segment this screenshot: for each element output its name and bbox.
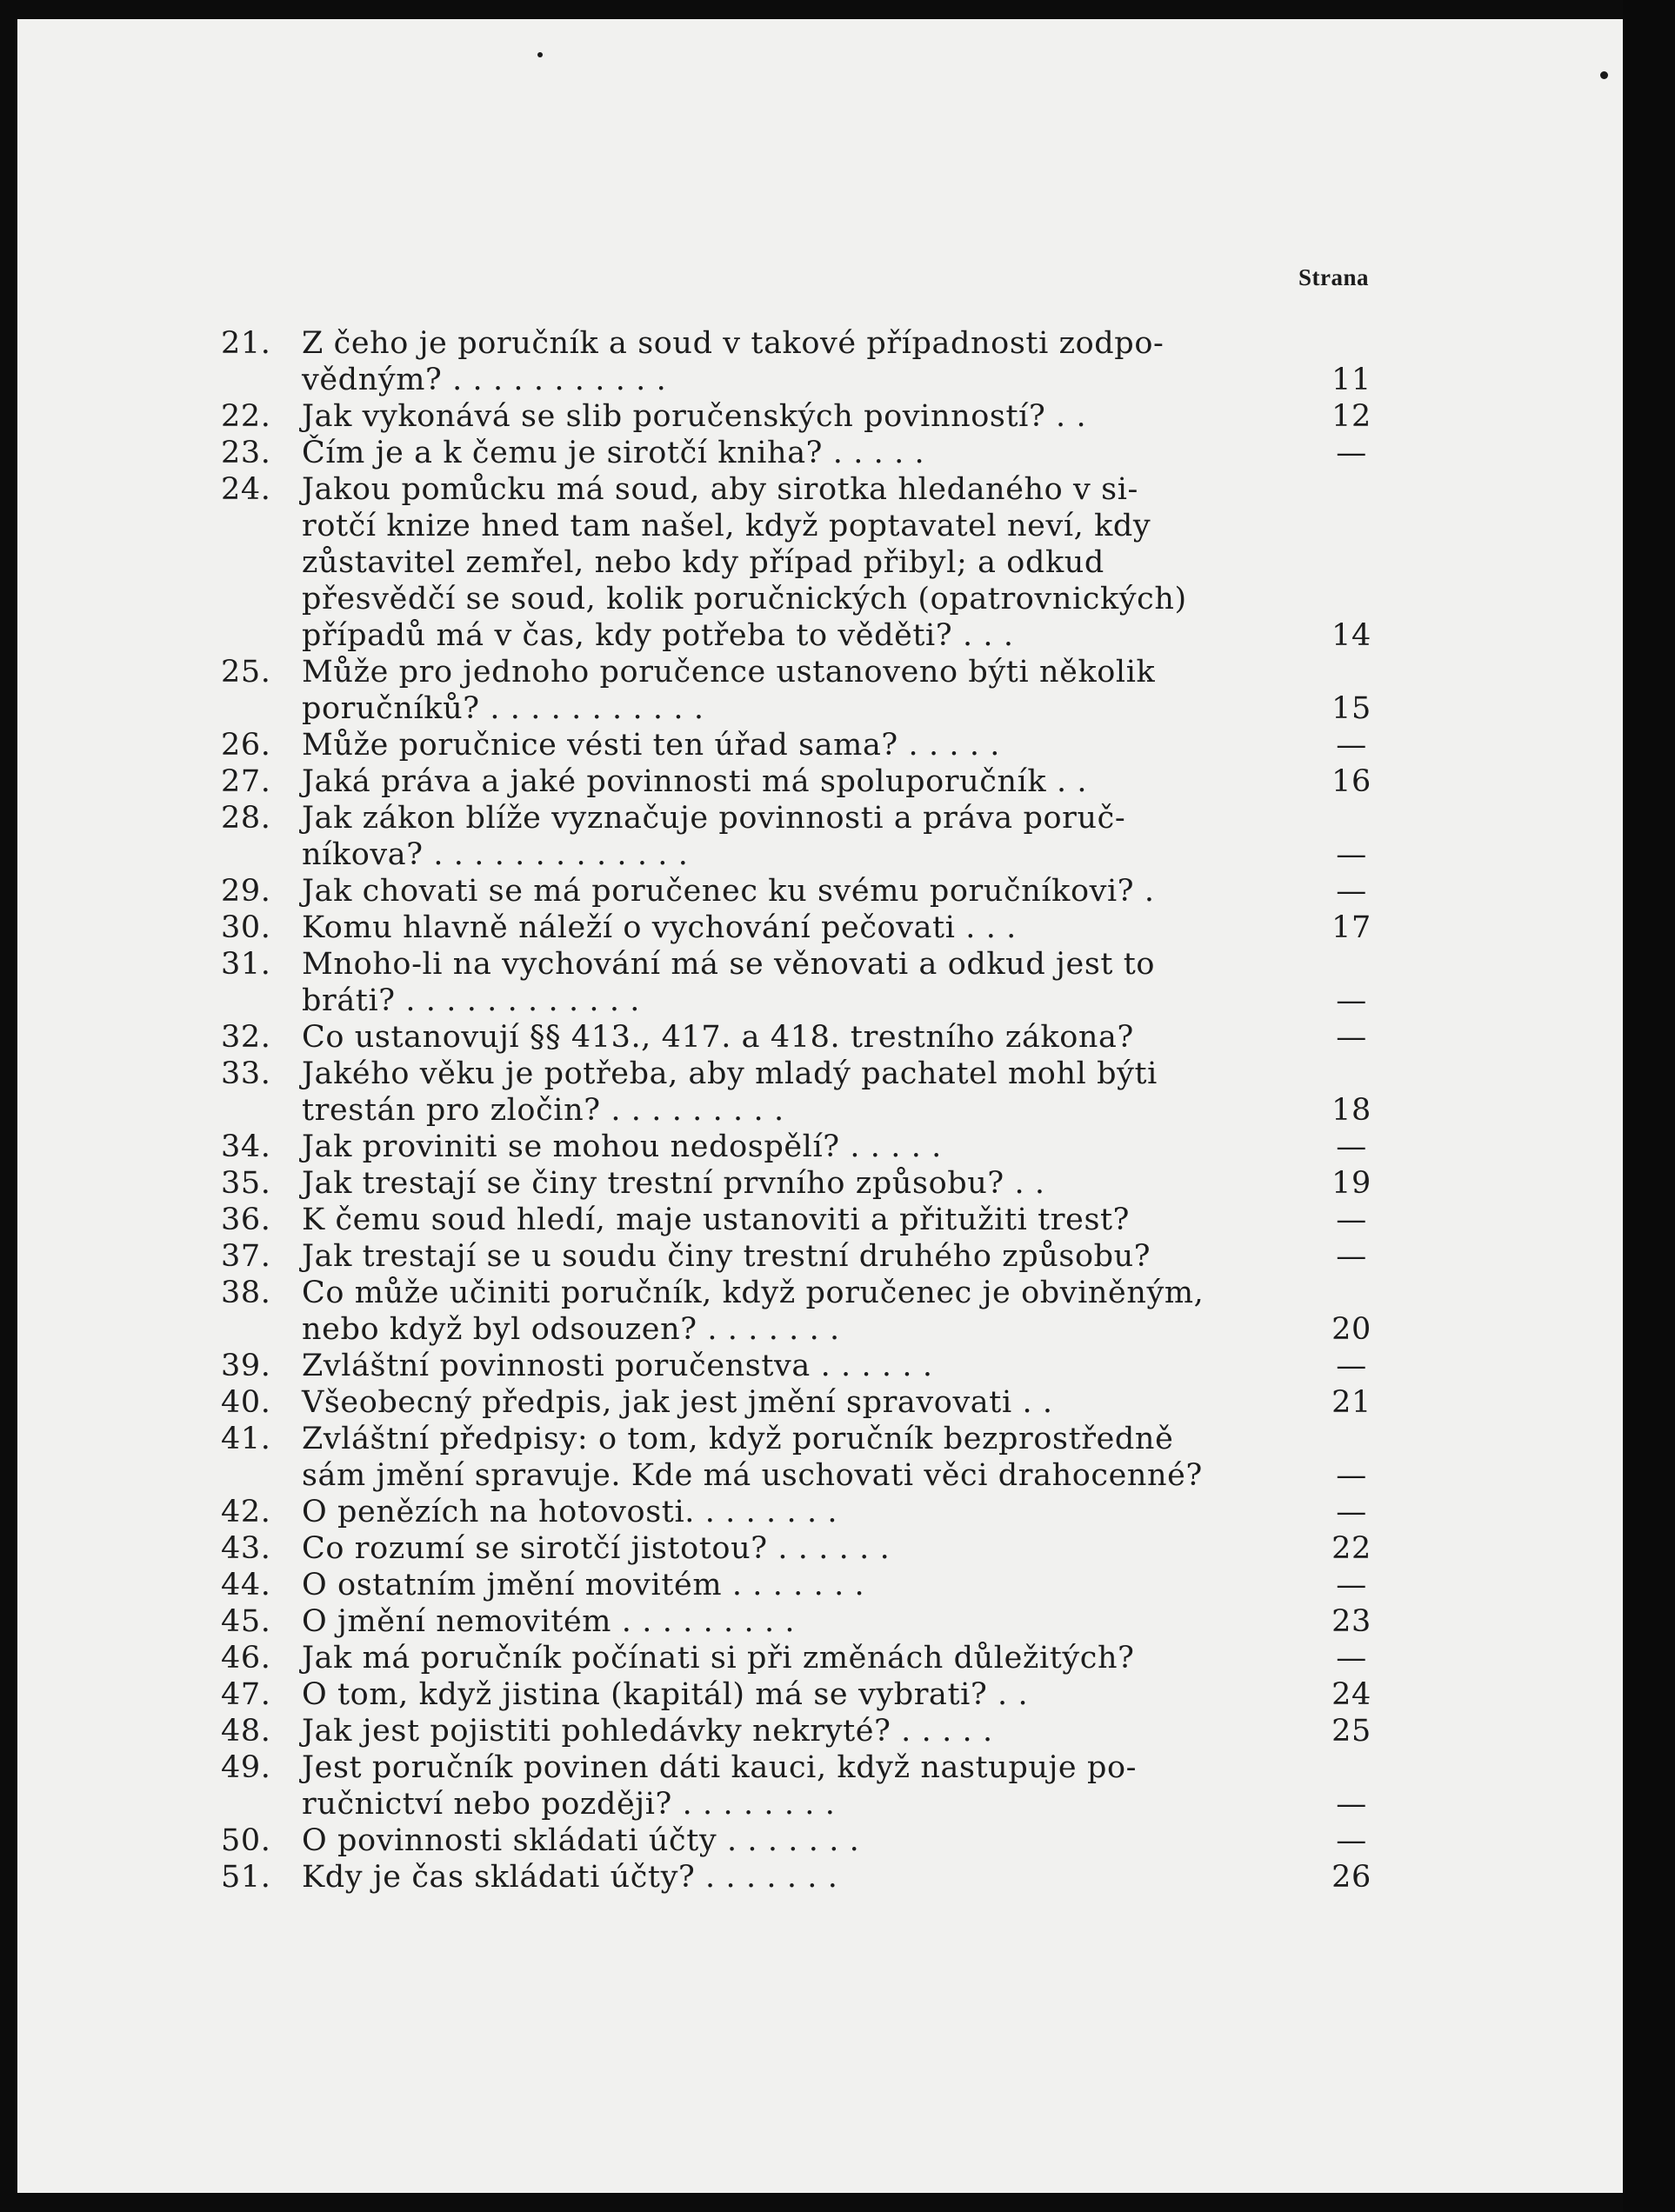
toc-entry-text: Kdy je čas skládati účty? . . . . . . . <box>302 1860 838 1895</box>
ink-speck <box>537 52 543 57</box>
toc-entry-line <box>221 398 1378 435</box>
toc-entry-number: 48. <box>221 1714 271 1749</box>
toc-entry-text: rotčí knize hned tam našel, když poptavatel neví, kdy <box>302 509 1151 543</box>
toc-entry-line <box>221 1348 1378 1384</box>
toc-entry-page: — <box>1336 1129 1367 1164</box>
toc-entry-line <box>221 763 1378 800</box>
toc-entry-number: 34. <box>221 1129 271 1164</box>
toc-entry-page: — <box>1336 436 1367 470</box>
toc-entry-page: 20 <box>1331 1312 1371 1347</box>
toc-entry-text: O penězích na hotovosti. . . . . . . . <box>302 1495 838 1529</box>
toc-entry-page: 19 <box>1331 1166 1371 1201</box>
toc-entry <box>221 1129 1378 1165</box>
toc-entry <box>221 1494 1378 1530</box>
toc-entry-number: 41. <box>221 1422 271 1456</box>
toc-entry <box>221 1384 1378 1421</box>
toc-entry-number: 46. <box>221 1641 271 1676</box>
toc-entry <box>221 1421 1378 1494</box>
toc-entry <box>221 1165 1378 1202</box>
toc-entry <box>221 873 1378 909</box>
toc-entry-number: 26. <box>221 728 271 763</box>
toc-entry <box>221 800 1378 873</box>
toc-entry-page: — <box>1336 1641 1367 1676</box>
toc-entry <box>221 1530 1378 1567</box>
toc-entry <box>221 1822 1378 1859</box>
toc-entry-text: níkova? . . . . . . . . . . . . . <box>302 837 689 872</box>
toc-entry <box>221 1713 1378 1749</box>
toc-entry-number: 39. <box>221 1349 271 1383</box>
toc-entry-number: 47. <box>221 1677 271 1712</box>
toc-entry-number: 38. <box>221 1276 271 1310</box>
toc-entry-page: 22 <box>1331 1531 1371 1566</box>
scan-border <box>1623 0 1675 2212</box>
scanned-page <box>17 19 1623 2193</box>
toc-entry-line <box>221 1749 1378 1786</box>
toc-entry-line <box>221 1494 1378 1530</box>
toc-entry-page: — <box>1336 874 1367 909</box>
toc-entry-line <box>221 1165 1378 1202</box>
toc-entry-line <box>221 654 1378 690</box>
toc-entry-line <box>221 1384 1378 1421</box>
toc-entry-text: trestán pro zločin? . . . . . . . . . <box>302 1093 784 1128</box>
toc-entry-line <box>221 435 1378 471</box>
toc-entry <box>221 763 1378 800</box>
toc-entry-number: 44. <box>221 1568 271 1602</box>
toc-entry <box>221 946 1378 1019</box>
toc-entry <box>221 435 1378 471</box>
toc-entry-text: Jak trestají se u soudu činy trestní druhého způsobu? <box>302 1239 1151 1274</box>
toc-entry-number: 28. <box>221 801 271 836</box>
toc-entry-number: 35. <box>221 1166 271 1201</box>
toc-entry-page: — <box>1336 1203 1367 1237</box>
toc-entry-text: Z čeho je poručník a soud v takové případnosti zodpo- <box>302 326 1164 361</box>
toc-entry <box>221 1640 1378 1676</box>
toc-entry-page: — <box>1336 1568 1367 1602</box>
toc-entry-text: Co rozumí se sirotčí jistotou? . . . . . . <box>302 1531 891 1566</box>
toc-entry-text: Jak vykonává se slib poručenských povinností? . . <box>302 399 1087 434</box>
toc-entry-page: 18 <box>1331 1093 1371 1128</box>
toc-entry-line <box>221 362 1378 398</box>
toc-entry <box>221 1749 1378 1822</box>
toc-entry-line <box>221 1019 1378 1056</box>
toc-entry-line <box>221 1676 1378 1713</box>
toc-entry-text: Mnoho-li na vychování má se věnovati a odkud jest to <box>302 947 1156 982</box>
toc-entry-text: zůstavitel zemřel, nebo kdy případ přibyl; a odkud <box>302 545 1104 580</box>
toc-entry-text: K čemu soud hledí, maje ustanoviti a přitužiti trest? <box>302 1203 1131 1237</box>
toc-entry-text: O ostatním jmění movitém . . . . . . . <box>302 1568 865 1602</box>
toc-entry <box>221 1348 1378 1384</box>
toc-entry-page: — <box>1336 1458 1367 1493</box>
toc-entry-text: případů má v čas, kdy potřeba to věděti? . . . <box>302 618 1014 653</box>
toc-entry-line <box>221 1530 1378 1567</box>
toc-entry-number: 37. <box>221 1239 271 1274</box>
toc-entry-line <box>221 727 1378 763</box>
toc-entry-line <box>221 1311 1378 1348</box>
toc-entry-number: 30. <box>221 910 271 945</box>
toc-entry-text: Jak má poručník počínati si při změnách důležitých? <box>302 1641 1135 1676</box>
toc-entry-number: 42. <box>221 1495 271 1529</box>
toc-entry <box>221 471 1378 654</box>
toc-entry-line <box>221 1129 1378 1165</box>
toc-entry-text: Komu hlavně náleží o vychování pečovati . . . <box>302 910 1017 945</box>
toc-entry-line <box>221 1092 1378 1129</box>
toc-entry-text: Může pro jednoho poručence ustanoveno býti několik <box>302 655 1156 690</box>
toc-entry-number: 49. <box>221 1750 271 1785</box>
toc-entry <box>221 1019 1378 1056</box>
toc-entry-page: 12 <box>1331 399 1371 434</box>
toc-entry-text: přesvědčí se soud, kolik poručnických (opatrovnických) <box>302 582 1187 616</box>
toc-entry-line <box>221 581 1378 617</box>
toc-entry-page: — <box>1336 728 1367 763</box>
toc-entry-number: 43. <box>221 1531 271 1566</box>
toc-entry-text: Může poručnice vésti ten úřad sama? . . . . . <box>302 728 1001 763</box>
toc-entry-line <box>221 617 1378 654</box>
toc-entry-number: 51. <box>221 1860 271 1895</box>
toc-entry-page: 24 <box>1331 1677 1371 1712</box>
toc-entry-page: — <box>1336 1787 1367 1822</box>
toc-entry-number: 29. <box>221 874 271 909</box>
toc-entry-line <box>221 909 1378 946</box>
toc-entry-text: vědným? . . . . . . . . . . . <box>302 363 667 397</box>
toc-entry-text: Co ustanovují §§ 413., 417. a 418. trestního zákona? <box>302 1020 1134 1055</box>
toc-entry-page: 16 <box>1331 764 1371 799</box>
toc-entry-text: Jakou pomůcku má soud, aby sirotka hledaného v si- <box>302 472 1138 507</box>
toc-entry <box>221 1603 1378 1640</box>
toc-entry <box>221 325 1378 398</box>
toc-entry-page: 11 <box>1331 363 1371 397</box>
toc-entry-line <box>221 983 1378 1019</box>
toc-entry-line <box>221 1640 1378 1676</box>
toc-entry-page: — <box>1336 1239 1367 1274</box>
toc-entry-line <box>221 1238 1378 1275</box>
toc-entry <box>221 909 1378 946</box>
toc-entry-line <box>221 325 1378 362</box>
toc-entry-line <box>221 800 1378 836</box>
toc-entry <box>221 1202 1378 1238</box>
toc-entry-text: O povinnosti skládati účty . . . . . . . <box>302 1823 860 1858</box>
toc-entry-text: Jak zákon blíže vyznačuje povinnosti a práva poruč- <box>302 801 1126 836</box>
toc-entry-text: Jaká práva a jaké povinnosti má spoluporučník . . <box>302 764 1088 799</box>
toc-entry <box>221 1859 1378 1896</box>
toc-entry-number: 33. <box>221 1056 271 1091</box>
toc-entry-text: Jak trestají se činy trestní prvního způsobu? . . <box>302 1166 1045 1201</box>
toc-entry-line <box>221 471 1378 508</box>
toc-entry-text: Zvláštní předpisy: o tom, když poručník bezprostředně <box>302 1422 1174 1456</box>
toc-entry-number: 45. <box>221 1604 271 1639</box>
toc-entry-line <box>221 946 1378 983</box>
toc-entry-number: 40. <box>221 1385 271 1420</box>
toc-entry-number: 22. <box>221 399 271 434</box>
toc-entry-line <box>221 1786 1378 1822</box>
toc-entry <box>221 1676 1378 1713</box>
toc-entry <box>221 1275 1378 1348</box>
toc-entry-number: 31. <box>221 947 271 982</box>
toc-entry-text: Jakého věku je potřeba, aby mladý pachatel mohl býti <box>302 1056 1158 1091</box>
toc-entry-line <box>221 1713 1378 1749</box>
toc-entry-text: Jak proviniti se mohou nedospělí? . . . . . <box>302 1129 942 1164</box>
toc-entry-line <box>221 1859 1378 1896</box>
toc-entry-page: 23 <box>1331 1604 1371 1639</box>
toc-entry <box>221 1056 1378 1129</box>
toc-entry-number: 23. <box>221 436 271 470</box>
toc-entry-line <box>221 1056 1378 1092</box>
toc-entry-line <box>221 1275 1378 1311</box>
toc-entry-text: Jest poručník povinen dáti kauci, když nastupuje po- <box>302 1750 1138 1785</box>
toc-entry-page: 17 <box>1331 910 1371 945</box>
toc-entry-number: 27. <box>221 764 271 799</box>
toc-entry <box>221 654 1378 727</box>
toc-entry-line <box>221 690 1378 727</box>
ink-speck <box>1600 71 1608 79</box>
toc-entry-text: ručnictví nebo později? . . . . . . . . <box>302 1787 836 1822</box>
toc-entry-text: Jak jest pojistiti pohledávky nekryté? . . . . . <box>302 1714 993 1749</box>
toc-entry-page: — <box>1336 1495 1367 1529</box>
toc-entry-number: 50. <box>221 1823 271 1858</box>
toc-entry-text: Zvláštní povinnosti poručenstva . . . . . . <box>302 1349 933 1383</box>
toc-entry <box>221 398 1378 435</box>
toc-entry-text: Všeobecný předpis, jak jest jmění spravovati . . <box>302 1385 1053 1420</box>
toc-entry-text: poručníků? . . . . . . . . . . . <box>302 691 704 726</box>
toc-entry <box>221 1567 1378 1603</box>
toc-entry-text: nebo když byl odsouzen? . . . . . . . <box>302 1312 840 1347</box>
toc-entry-line <box>221 873 1378 909</box>
toc-entry-line <box>221 1567 1378 1603</box>
toc-entry-line <box>221 836 1378 873</box>
toc-entry-page: — <box>1336 1823 1367 1858</box>
toc-entry-line <box>221 1822 1378 1859</box>
toc-entry-line <box>221 1421 1378 1457</box>
toc-entry-page: 26 <box>1331 1860 1371 1895</box>
toc-entry-number: 21. <box>221 326 271 361</box>
page-column-header: Strana <box>1298 264 1369 290</box>
toc-entry-text: Co může učiniti poručník, když poručenec je obviněným, <box>302 1276 1205 1310</box>
toc-entry-page: 25 <box>1331 1714 1371 1749</box>
toc-entry-text: O tom, když jistina (kapitál) má se vybrati? . . <box>302 1677 1029 1712</box>
toc-entry-text: sám jmění spravuje. Kde má uschovati věci drahocenné? <box>302 1458 1203 1493</box>
toc-entry-page: — <box>1336 983 1367 1018</box>
toc-entry <box>221 1238 1378 1275</box>
toc-entry-page: — <box>1336 1020 1367 1055</box>
toc-entry-number: 25. <box>221 655 271 690</box>
toc-entry-page: — <box>1336 837 1367 872</box>
table-of-contents <box>17 19 1623 2193</box>
toc-entry-text: O jmění nemovitém . . . . . . . . . <box>302 1604 796 1639</box>
toc-entry-number: 24. <box>221 472 271 507</box>
toc-entry-page: — <box>1336 1349 1367 1383</box>
toc-entry-text: Jak chovati se má poručenec ku svému poručníkovi? . <box>302 874 1155 909</box>
toc-entry-number: 36. <box>221 1203 271 1237</box>
toc-entry-page: 14 <box>1331 618 1371 653</box>
toc-entry <box>221 727 1378 763</box>
toc-entry-page: 21 <box>1331 1385 1371 1420</box>
toc-entry-line <box>221 1202 1378 1238</box>
toc-entry-line <box>221 1457 1378 1494</box>
toc-entry-page: 15 <box>1331 691 1371 726</box>
toc-entry-text: Čím je a k čemu je sirotčí kniha? . . . . . <box>302 436 925 470</box>
toc-entry-line <box>221 1603 1378 1640</box>
toc-entry-line <box>221 508 1378 544</box>
toc-entry-text: bráti? . . . . . . . . . . . . <box>302 983 641 1018</box>
toc-entry-number: 32. <box>221 1020 271 1055</box>
toc-entry-line <box>221 544 1378 581</box>
